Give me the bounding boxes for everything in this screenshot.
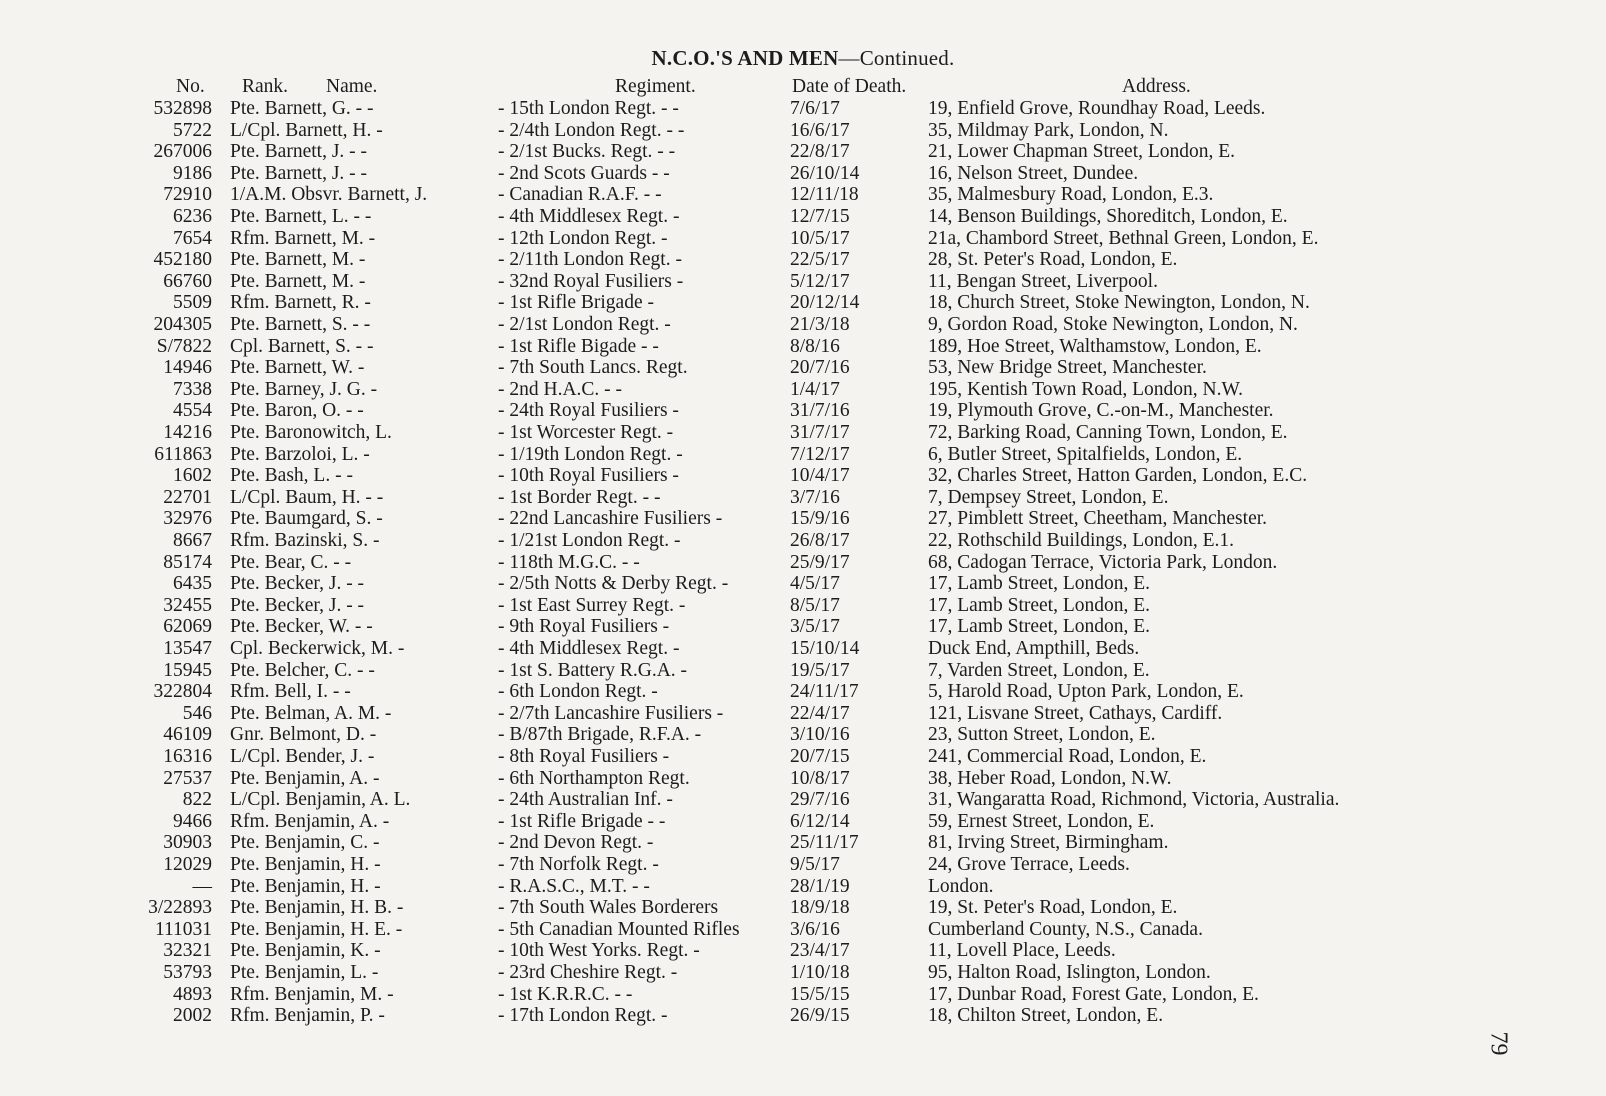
rank-name: L/Cpl. Barnett, H. - — [230, 119, 383, 141]
date-of-death: 7/6/17 — [790, 98, 840, 119]
date-of-death: 9/5/17 — [790, 854, 840, 875]
regiment: - R.A.S.C., M.T. - - — [498, 875, 650, 897]
address: 53, New Bridge Street, Manchester. — [928, 357, 1207, 379]
service-number: 546 — [182, 702, 212, 724]
date-of-death: 8/8/16 — [790, 335, 840, 357]
regiment: - 2nd H.A.C. - - — [498, 378, 623, 400]
date-of-death: 24/11/17 — [790, 681, 859, 703]
address: 241, Commercial Road, London, E. — [928, 746, 1207, 767]
regiment: - 2/4th London Regt. - - — [498, 119, 685, 141]
date-of-death: 15/9/16 — [790, 508, 850, 530]
regiment: - 4th Middlesex Regt. - — [498, 206, 680, 227]
date-of-death: 20/7/16 — [790, 357, 850, 379]
rank-name: Pte. Barnett, W. - — [230, 357, 365, 379]
date-of-death: 1/4/17 — [790, 378, 840, 400]
rank-name: Pte. Benjamin, H. E. - — [230, 918, 403, 940]
regiment: - 6th Northampton Regt. — [498, 767, 690, 789]
date-of-death: 21/3/18 — [790, 314, 850, 335]
rank-name: L/Cpl. Baum, H. - - — [230, 486, 384, 508]
address: 11, Bengan Street, Liverpool. — [928, 270, 1158, 292]
address: 6, Butler Street, Spitalfields, London, E. — [928, 443, 1243, 465]
table-row — [0, 638, 1606, 660]
address: 9, Gordon Road, Stoke Newington, London, N. — [928, 314, 1298, 335]
rank-name: Pte. Barnett, J. - - — [230, 162, 368, 184]
regiment: - 1st Worcester Regt. - — [498, 422, 674, 443]
rank-name: Pte. Barnett, M. - — [230, 270, 366, 292]
address: 38, Heber Road, London, N.W. — [928, 767, 1172, 789]
address: 7, Dempsey Street, London, E. — [928, 486, 1169, 508]
address: 11, Lovell Place, Leeds. — [928, 940, 1116, 962]
table-row — [0, 98, 1606, 120]
rank-name: L/Cpl. Benjamin, A. L. — [230, 789, 411, 811]
rank-name: 1/A.M. Obsvr. Barnett, J. — [230, 184, 428, 206]
date-of-death: 31/7/16 — [790, 400, 850, 422]
address: 35, Malmesbury Road, London, E.3. — [928, 184, 1214, 206]
regiment: - 2nd Devon Regt. - — [498, 832, 654, 854]
service-number: 4893 — [173, 983, 212, 1005]
table-row — [0, 357, 1606, 379]
date-of-death: 20/12/14 — [790, 292, 860, 314]
table-row — [0, 552, 1606, 574]
table-row — [0, 962, 1606, 984]
date-of-death: 16/6/17 — [790, 119, 850, 141]
regiment: - 9th Royal Fusiliers - — [498, 616, 670, 638]
regiment: - 2nd Scots Guards - - — [498, 162, 670, 184]
date-of-death: 6/12/14 — [790, 810, 850, 832]
rank-name: Pte. Benjamin, A. - — [230, 767, 380, 789]
service-number: 4554 — [173, 400, 212, 422]
date-of-death: 10/4/17 — [790, 465, 850, 487]
address: 19, St. Peter's Road, London, E. — [928, 897, 1178, 919]
rank-name: Rfm. Benjamin, M. - — [230, 983, 394, 1005]
address: Duck End, Ampthill, Beds. — [928, 638, 1140, 659]
date-of-death: 26/9/15 — [790, 1005, 850, 1027]
rank-name: Pte. Belman, A. M. - — [230, 702, 392, 724]
rank-name: Pte. Bear, C. - - — [230, 551, 352, 573]
regiment: - 1st K.R.R.C. - - — [498, 983, 633, 1005]
service-number: 14946 — [163, 357, 212, 379]
table-row — [0, 768, 1606, 790]
table-row — [0, 249, 1606, 271]
address: 21a, Chambord Street, Bethnal Green, London, E. — [928, 227, 1319, 249]
address: 189, Hoe Street, Walthamstow, London, E. — [928, 335, 1262, 357]
regiment: - 24th Royal Fusiliers - — [498, 400, 679, 422]
rank-name: Pte. Baronowitch, L. — [230, 422, 392, 443]
address: 23, Sutton Street, London, E. — [928, 724, 1156, 746]
service-number: 7338 — [173, 378, 212, 400]
service-number: 32976 — [163, 508, 212, 530]
service-number: 16316 — [163, 746, 212, 767]
date-of-death: 18/9/18 — [790, 897, 850, 919]
service-number: 66760 — [163, 270, 212, 292]
address: 22, Rothschild Buildings, London, E.1. — [928, 530, 1235, 551]
rank-name: Pte. Baumgard, S. - — [230, 508, 383, 530]
service-number: 6435 — [173, 573, 212, 595]
service-number: 111031 — [154, 918, 212, 940]
rank-name: Pte. Becker, J. - - — [230, 573, 365, 595]
table-row — [0, 811, 1606, 833]
regiment: - 1/21st London Regt. - — [498, 530, 681, 551]
address: 5, Harold Road, Upton Park, London, E. — [928, 681, 1244, 703]
title-continued: —Continued. — [838, 46, 955, 70]
regiment: - 2/1st Bucks. Regt. - - — [498, 141, 676, 163]
regiment: - 10th Royal Fusiliers - — [498, 465, 679, 487]
page-number: 79 — [1485, 1031, 1512, 1056]
table-row — [0, 292, 1606, 314]
date-of-death: 25/9/17 — [790, 551, 850, 573]
service-number: 15945 — [163, 659, 212, 681]
table-row — [0, 530, 1606, 552]
service-number: 85174 — [163, 551, 212, 573]
address: 31, Wangaratta Road, Richmond, Victoria, Australia. — [928, 789, 1340, 811]
rank-name: Pte. Benjamin, H. - — [230, 854, 381, 875]
address: 19, Enfield Grove, Roundhay Road, Leeds. — [928, 98, 1266, 119]
table-row — [0, 854, 1606, 876]
regiment: - 1st East Surrey Regt. - — [498, 594, 686, 616]
table-row — [0, 984, 1606, 1006]
rank-name: Pte. Barnett, G. - - — [230, 98, 374, 119]
regiment: - Canadian R.A.F. - - — [498, 184, 662, 206]
address: 17, Lamb Street, London, E. — [928, 616, 1151, 638]
table-row — [0, 422, 1606, 444]
regiment: - 17th London Regt. - — [498, 1005, 668, 1027]
date-of-death: 23/4/17 — [790, 940, 850, 962]
regiment: - 22nd Lancashire Fusiliers - — [498, 508, 723, 530]
service-number: 32321 — [163, 940, 212, 962]
table-row — [0, 271, 1606, 293]
service-number: 53793 — [163, 962, 212, 983]
address: 32, Charles Street, Hatton Garden, London, E.C. — [928, 465, 1308, 487]
regiment: - 1st Rifle Brigade - - — [498, 810, 666, 832]
table-row — [0, 703, 1606, 725]
regiment: - 1st Rifle Brigade - — [498, 292, 654, 314]
table-row — [0, 660, 1606, 682]
date-of-death: 12/11/18 — [790, 184, 859, 206]
table-row — [0, 206, 1606, 228]
date-of-death: 3/10/16 — [790, 724, 850, 746]
table-row — [0, 400, 1606, 422]
rank-name: Cpl. Barnett, S. - - — [230, 335, 374, 357]
header-rank: Rank. — [242, 76, 289, 97]
address: 17, Lamb Street, London, E. — [928, 573, 1151, 595]
service-number: 204305 — [153, 314, 212, 335]
service-number: 32455 — [163, 594, 212, 616]
address: 17, Dunbar Road, Forest Gate, London, E. — [928, 983, 1259, 1005]
service-number: 7654 — [173, 227, 212, 249]
regiment: - 7th South Lancs. Regt. — [498, 357, 688, 379]
table-row — [0, 184, 1606, 206]
date-of-death: 28/1/19 — [790, 875, 850, 897]
date-of-death: 20/7/15 — [790, 746, 850, 767]
address: 195, Kentish Town Road, London, N.W. — [928, 378, 1243, 400]
regiment: - 2/7th Lancashire Fusiliers - — [498, 702, 724, 724]
rank-name: Pte. Barnett, L. - - — [230, 206, 372, 227]
date-of-death: 10/8/17 — [790, 767, 850, 789]
header-address: Address. — [1122, 76, 1191, 97]
rank-name: Rfm. Benjamin, P. - — [230, 1005, 385, 1027]
regiment: - 15th London Regt. - - — [498, 98, 679, 119]
service-number: 322804 — [153, 681, 212, 703]
regiment: - 12th London Regt. - — [498, 227, 668, 249]
rank-name: Pte. Becker, W. - - — [230, 616, 373, 638]
column-headers — [0, 76, 1606, 98]
table-row — [0, 1005, 1606, 1027]
table-row — [0, 228, 1606, 250]
rank-name: L/Cpl. Bender, J. - — [230, 746, 375, 767]
regiment: - 5th Canadian Mounted Rifles — [498, 918, 740, 940]
date-of-death: 8/5/17 — [790, 594, 840, 616]
address: 7, Varden Street, London, E. — [928, 659, 1150, 681]
address: 95, Halton Road, Islington, London. — [928, 962, 1211, 983]
rank-name: Pte. Benjamin, H. B. - — [230, 897, 404, 919]
rank-name: Rfm. Benjamin, A. - — [230, 810, 390, 832]
rank-name: Pte. Barnett, J. - - — [230, 141, 368, 163]
service-number: S/7822 — [156, 335, 212, 357]
table-row — [0, 897, 1606, 919]
service-number: 532898 — [153, 98, 212, 119]
date-of-death: 10/5/17 — [790, 227, 850, 249]
date-of-death: 26/10/14 — [790, 162, 860, 184]
header-no: No. — [176, 76, 205, 97]
date-of-death: 29/7/16 — [790, 789, 850, 811]
service-number: 14216 — [163, 422, 212, 443]
service-number: 8667 — [173, 530, 212, 551]
table-row — [0, 789, 1606, 811]
table-row — [0, 595, 1606, 617]
regiment: - 7th South Wales Borderers — [498, 897, 719, 919]
regiment: - 2/5th Notts & Derby Regt. - — [498, 573, 729, 595]
rank-name: Pte. Becker, J. - - — [230, 594, 365, 616]
table-row — [0, 724, 1606, 746]
date-of-death: 22/4/17 — [790, 702, 850, 724]
regiment: - 118th M.G.C. - - — [498, 551, 640, 573]
date-of-death: 26/8/17 — [790, 530, 850, 551]
service-number: 9466 — [173, 810, 212, 832]
regiment: - 8th Royal Fusiliers - — [498, 746, 670, 767]
service-number: 27537 — [163, 767, 212, 789]
service-number: 5509 — [173, 292, 212, 314]
date-of-death: 4/5/17 — [790, 573, 840, 595]
table-row — [0, 120, 1606, 142]
date-of-death: 31/7/17 — [790, 422, 850, 443]
rank-name: Rfm. Barnett, M. - — [230, 227, 376, 249]
regiment: - B/87th Brigade, R.F.A. - — [498, 724, 702, 746]
table-row — [0, 487, 1606, 509]
rank-name: Pte. Benjamin, H. - — [230, 875, 381, 897]
regiment: - 10th West Yorks. Regt. - — [498, 940, 700, 962]
page-title — [0, 46, 1606, 71]
service-number: 22701 — [163, 486, 212, 508]
date-of-death: 3/6/16 — [790, 918, 840, 940]
date-of-death: 22/8/17 — [790, 141, 850, 163]
table-row — [0, 379, 1606, 401]
regiment: - 4th Middlesex Regt. - — [498, 638, 680, 659]
address: 14, Benson Buildings, Shoreditch, London, E. — [928, 206, 1288, 227]
service-number: 9186 — [173, 162, 212, 184]
date-of-death: 19/5/17 — [790, 659, 850, 681]
address: Cumberland County, N.S., Canada. — [928, 918, 1203, 940]
header-regiment: Regiment. — [615, 76, 696, 97]
title-heading: N.C.O.'S AND MEN — [651, 46, 839, 70]
date-of-death: 25/11/17 — [790, 832, 859, 854]
rank-name: Pte. Barnett, S. - - — [230, 314, 371, 335]
service-number: 611863 — [154, 443, 212, 465]
address: 18, Church Street, Stoke Newington, London, N. — [928, 292, 1310, 314]
address: 24, Grove Terrace, Leeds. — [928, 854, 1130, 875]
rank-name: Rfm. Barnett, R. - — [230, 292, 371, 314]
regiment: - 32nd Royal Fusiliers - — [498, 270, 684, 292]
rank-name: Pte. Benjamin, K. - — [230, 940, 381, 962]
service-number: 2002 — [173, 1005, 212, 1027]
date-of-death: 5/12/17 — [790, 270, 850, 292]
service-number: 822 — [182, 789, 212, 811]
table-row — [0, 508, 1606, 530]
service-number: — — [192, 875, 212, 897]
date-of-death: 3/7/16 — [790, 486, 840, 508]
table-row — [0, 141, 1606, 163]
date-of-death: 7/12/17 — [790, 443, 850, 465]
address: 121, Lisvane Street, Cathays, Cardiff. — [928, 702, 1223, 724]
table-row — [0, 832, 1606, 854]
date-of-death: 1/10/18 — [790, 962, 850, 983]
regiment: - 1st S. Battery R.G.A. - — [498, 659, 688, 681]
service-number: 452180 — [153, 249, 212, 271]
rank-name: Rfm. Bazinski, S. - — [230, 530, 380, 551]
regiment: - 6th London Regt. - — [498, 681, 658, 703]
address: 16, Nelson Street, Dundee. — [928, 162, 1139, 184]
address: 27, Pimblett Street, Cheetham, Manchester. — [928, 508, 1268, 530]
service-number: 13547 — [163, 638, 212, 659]
service-number: 267006 — [153, 141, 212, 163]
regiment: - 23rd Cheshire Regt. - — [498, 962, 678, 983]
address: 72, Barking Road, Canning Town, London, E. — [928, 422, 1288, 443]
address: 35, Mildmay Park, London, N. — [928, 119, 1169, 141]
regiment: - 2/1st London Regt. - — [498, 314, 671, 335]
service-number: 62069 — [163, 616, 212, 638]
address: 81, Irving Street, Birmingham. — [928, 832, 1169, 854]
service-number: 1602 — [173, 465, 212, 487]
header-date: Date of Death. — [792, 76, 907, 97]
rank-name: Pte. Benjamin, C. - — [230, 832, 380, 854]
service-number: 3/22893 — [148, 897, 212, 919]
rank-name: Pte. Bash, L. - - — [230, 465, 353, 487]
service-number: 6236 — [173, 206, 212, 227]
service-number: 30903 — [163, 832, 212, 854]
header-name: Name. — [326, 76, 378, 97]
table-row — [0, 919, 1606, 941]
address: 28, St. Peter's Road, London, E. — [928, 249, 1178, 271]
service-number: 5722 — [173, 119, 212, 141]
service-number: 46109 — [163, 724, 212, 746]
rank-name: Pte. Barnett, M. - — [230, 249, 366, 271]
table-row — [0, 681, 1606, 703]
address: 17, Lamb Street, London, E. — [928, 594, 1151, 616]
rank-name: Pte. Barzoloi, L. - — [230, 443, 370, 465]
service-number: 72910 — [163, 184, 212, 206]
address: 21, Lower Chapman Street, London, E. — [928, 141, 1236, 163]
regiment: - 1/19th London Regt. - — [498, 443, 683, 465]
rank-name: Pte. Benjamin, L. - — [230, 962, 379, 983]
rank-name: Rfm. Bell, I. - - — [230, 681, 351, 703]
regiment: - 1st Border Regt. - - — [498, 486, 661, 508]
regiment: - 24th Australian Inf. - — [498, 789, 673, 811]
regiment: - 2/11th London Regt. - — [498, 249, 682, 271]
table-row — [0, 940, 1606, 962]
rank-name: Gnr. Belmont, D. - — [230, 724, 377, 746]
regiment: - 7th Norfolk Regt. - — [498, 854, 659, 875]
table-row — [0, 314, 1606, 336]
table-row — [0, 163, 1606, 185]
table-row — [0, 444, 1606, 466]
table-row — [0, 336, 1606, 358]
rank-name: Pte. Barney, J. G. - — [230, 378, 378, 400]
rank-name: Pte. Baron, O. - - — [230, 400, 364, 422]
date-of-death: 15/5/15 — [790, 983, 850, 1005]
table-row — [0, 465, 1606, 487]
date-of-death: 22/5/17 — [790, 249, 850, 271]
date-of-death: 3/5/17 — [790, 616, 840, 638]
service-number: 12029 — [163, 854, 212, 875]
address: 68, Cadogan Terrace, Victoria Park, London. — [928, 551, 1278, 573]
regiment: - 1st Rifle Bigade - - — [498, 335, 659, 357]
address: 19, Plymouth Grove, C.-on-M., Manchester. — [928, 400, 1274, 422]
rank-name: Cpl. Beckerwick, M. - — [230, 638, 405, 659]
address: 18, Chilton Street, London, E. — [928, 1005, 1164, 1027]
address: 59, Ernest Street, London, E. — [928, 810, 1155, 832]
table-row — [0, 616, 1606, 638]
address: London. — [928, 875, 994, 897]
table-row — [0, 573, 1606, 595]
rank-name: Pte. Belcher, C. - - — [230, 659, 375, 681]
date-of-death: 12/7/15 — [790, 206, 850, 227]
table-row — [0, 746, 1606, 768]
date-of-death: 15/10/14 — [790, 638, 860, 659]
table-row — [0, 876, 1606, 898]
